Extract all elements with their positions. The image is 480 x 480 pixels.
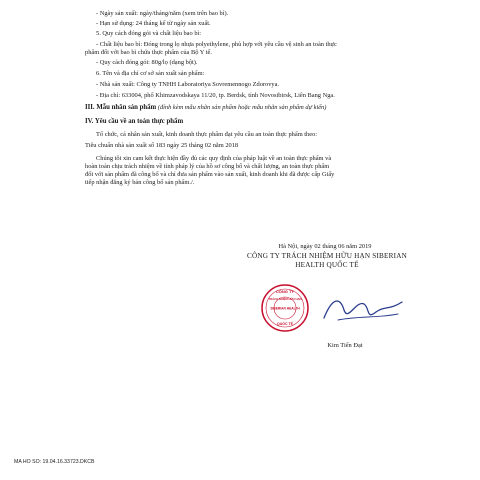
seal-text-center: SIBERIAN HEALTH — [270, 306, 300, 311]
text-manufacturer: - Nhà sản xuất: Công ty TNHH Laboratoriya Sovremennogo Zdorovya. — [96, 81, 280, 88]
text-expiry: - Hạn sử dụng: 24 tháng kể từ ngày sản xuất. — [96, 20, 211, 27]
text-safety-requirement: Tổ chức, cá nhân sản xuất, kinh doanh thực phẩm đạt yêu cầu an toàn thực phẩm theo: — [96, 131, 318, 138]
section-4-title: IV. Yêu cầu về an toàn thực phẩm — [85, 118, 184, 125]
section-3-note: (đính kèm mẫu nhãn sản phẩm hoặc mẫu nhãn sản phẩm dự kiến) — [157, 104, 327, 111]
text-packaging-heading: 5. Quy cách đóng gói và chất liệu bao bì: — [96, 30, 202, 37]
text-address: - Địa chỉ: 633004, phố Khimzavodskaya 11/20, tp. Berdsk, tỉnh Novosibirsk, Liên Bang Nga. — [96, 92, 335, 99]
text-packing-spec: - Quy cách đóng gói: 80g/lọ (dạng bột). — [96, 59, 198, 66]
company-seal-stamp — [260, 283, 310, 333]
handwritten-signature — [318, 290, 408, 330]
text-manufacture-date: - Ngày sản xuất: ngày/tháng/năm (xem trên bao bì). — [96, 10, 229, 17]
seal-text-middle: TRÁCH NHIỆM HỮU HẠN — [268, 298, 302, 301]
signer-name: Kim Tiến Đạt — [327, 342, 363, 349]
text-commitment-1: Chúng tôi xin cam kết thực hiện đầy đủ các quy định của pháp luật về an toàn thực phẩm và — [96, 155, 332, 162]
text-commitment-4: tiếp nhận đăng ký bản công bố sản phẩm./. — [85, 179, 195, 186]
section-3-line — [85, 104, 326, 112]
signature-date: Hà Nội, ngày 02 tháng 06 năm 2019 — [278, 243, 372, 250]
dossier-code: MA HO SO: 19.04.16.33723.DKCB — [14, 459, 95, 465]
text-commitment-3: đối với sản phẩm đã công bố và chỉ đưa sản phẩm vào sản xuất, kinh doanh khi đã được cấp Giấy — [85, 171, 335, 178]
text-packaging-material-cont: phẩm đối với bao bì chứa thực phẩm của Bộ Y tế. — [85, 49, 212, 56]
seal-text-bottom: QUỐC TẾ — [277, 322, 293, 326]
company-name-1: CÔNG TY TRÁCH NHIỆM HỮU HẠN SIBERIAN — [247, 252, 407, 260]
company-name-2: HEALTH QUỐC TẾ — [295, 261, 359, 269]
section-3-title: III. Mẫu nhãn sản phẩm — [85, 104, 157, 111]
text-packaging-material: - Chất liệu bao bì: Đóng trong lọ nhựa polyethylene, phù hợp với yêu cầu vệ sinh an toàn thực — [96, 41, 337, 48]
text-commitment-2: hoàn toàn chịu trách nhiệm về tính pháp lý của hồ sơ công bố và chất lượng, an toàn thực phẩm — [85, 163, 330, 170]
text-manufacturer-heading: 6. Tên và địa chỉ cơ sở sản xuất sản phẩm: — [96, 70, 205, 77]
seal-text-top: CÔNG TY — [275, 289, 295, 294]
text-standard: Tiêu chuẩn nhà sản xuất số 183 ngày 25 tháng 02 năm 2018 — [85, 142, 239, 149]
